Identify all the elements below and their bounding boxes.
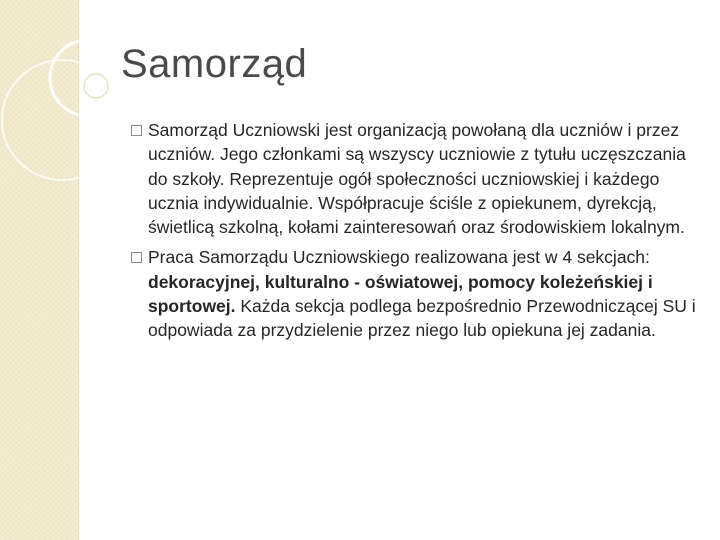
- bullet-text-2-sections: dekoracyjnej, kulturalno - oświatowej, pomocy koleżeńskiej i sportowej.: [148, 271, 653, 317]
- slide-title: Samorząd: [121, 42, 308, 86]
- decorative-side-band: [0, 0, 78, 540]
- side-band-divider: [78, 0, 79, 540]
- bullet-item-2: [130, 245, 700, 342]
- bullet-text-2-intro: Praca Samorządu Uczniowskiego realizowana jest w 4 sekcjach:: [148, 247, 650, 268]
- bullet-text-2-rest: Każda sekcja podlega bezpośrednio Przewodniczącej SU i odpowiada za przydzielenie przez niego lub opiekuna jej zadania.: [148, 296, 696, 341]
- bullet-text-1: Samorząd Uczniowski jest organizacją powołaną dla uczniów i przez uczniów. Jego członkami są wszyscy uczniowie z tytułu uczęszczania do szkoły. Reprezentuje ogół społeczności uczniowskiej i każdego ucznia indywidualnie. Współpracuje ściśle z opiekunem, dyrekcją, świetlicą szkolną, kołami zainteresowań oraz środowiskiem lokalnym.: [148, 120, 686, 238]
- square-bullet-icon: [131, 252, 142, 263]
- bullet-item-1: [130, 118, 700, 239]
- bullet-list: [130, 118, 700, 349]
- square-bullet-icon: [131, 125, 142, 136]
